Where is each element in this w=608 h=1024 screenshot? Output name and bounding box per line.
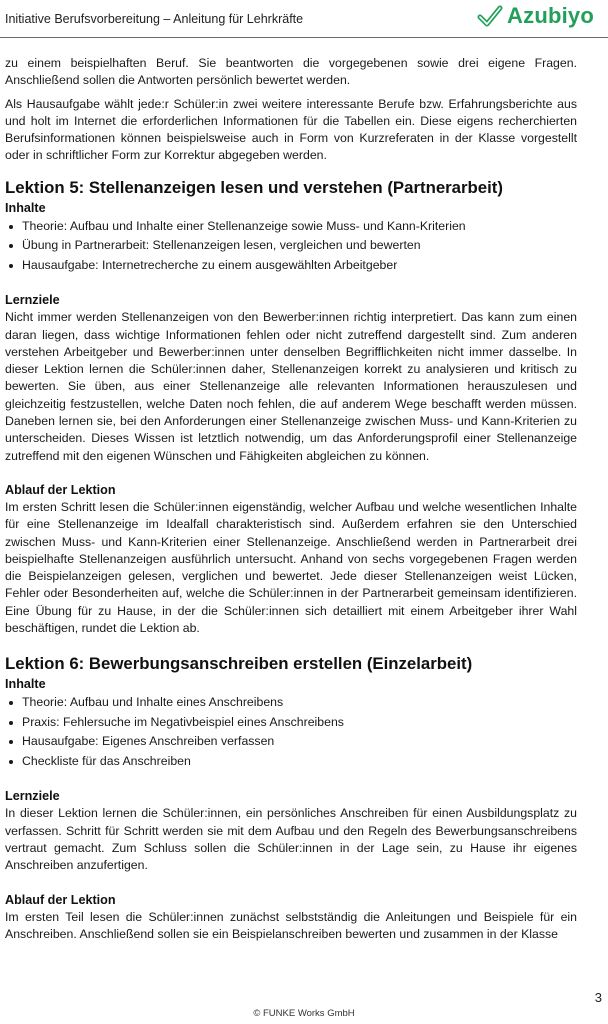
intro-paragraph: zu einem beispielhaften Beruf. Sie beantworten die vorgegebenen sowie drei eigene Fragen. Anschließend sollen die Antworten persönlich bewertet werden. — [5, 56, 577, 88]
lesson-5-contents-heading: Inhalte — [5, 200, 46, 215]
footer-copyright: © FUNKE Works GmbH — [253, 1008, 355, 1019]
lesson-5-goals-text: Nicht immer werden Stellenanzeigen von den Bewerber:innen richtig interpretiert. Das kann zum einen daran liegen, dass wichtige Informationen fehlen oder nicht zutreffend dargestellt sind. Zum anderen verstehen Arbeitgeber und Bewerber:innen unter denselben Begrifflichkeiten nicht immer dasselbe. In dieser Lektion lernen die Schüler:innen daher, Stellenanzeigen korrekt zu analysieren und kritisch zu bewerten. Sie üben, aus einer Stellenanzeige alle relevanten Informationen herauszulesen und gleichzeitig festzustellen, welche Daten noch fehlen, die auf anderem Wege beschafft werden müssen. Daneben lernen sie, bei den Anforderungen einer Stellenanzeige zwischen Muss- und Kann-Kriterien zu unterscheiden. Dieses Wissen ist letztlich notwendig, um das Anforderungsprofil einer Stellenanzeige zutreffend mit den eigenen Wünschen und Fähigkeiten abgleichen zu können. — [5, 310, 577, 463]
lesson-6-flow-heading: Ablauf der Lektion — [5, 892, 116, 907]
list-item: Hausaufgabe: Internetrecherche zu einem ausgewählten Arbeitgeber — [5, 256, 577, 276]
page-number: 3 — [594, 990, 602, 1005]
lesson-6-title: Lektion 6: Bewerbungsanschreiben erstellen (Einzelarbeit) — [5, 654, 473, 674]
lesson-5-section — [5, 177, 577, 638]
lesson-5-flow-heading: Ablauf der Lektion — [5, 482, 116, 497]
lesson-6-flow-text: Im ersten Teil lesen die Schüler:innen zunächst selbstständig die Anleitungen und Beispiele für ein Anschreiben. Anschließend sollen sie ein Beispielanschreiben bewerten und zusammen in der Klasse — [5, 909, 577, 941]
azubiyo-logo — [477, 3, 594, 29]
lesson-5-flow-text: Im ersten Schritt lesen die Schüler:innen eigenständig, welcher Aufbau und welche wesentlichen Inhalte für eine Stellenanzeige im Idealfall charakteristisch sind. Außerdem erfahren sie den Unterschied zwischen Muss- und Kann-Kriterien einer Stellenanzeige. Anschließend werden in Partnerarbeit drei beispielhafte Stellenanzeigen ausführlich untersucht. Anhand von sechs vorgegebenen Fragen werden die Beispielanzeigen gelesen, verglichen und bewertet. Jede dieser Stellenanzeigen weist Lücken, Fehler oder Besonderheiten auf, welche die Schüler:innen in der Partnerarbeit gemeinsam identifizieren. Eine Übung für zu Hause, in der die Schüler:innen sich detailliert mit einem Arbeitgeber ihrer Wahl beschäftigen, rundet die Lektion ab. — [5, 499, 577, 636]
list-item: Hausaufgabe: Eigenes Anschreiben verfassen — [5, 732, 577, 752]
lesson-6-contents-list — [5, 693, 577, 771]
page-header — [0, 0, 608, 38]
header-divider — [0, 37, 608, 38]
document-body — [5, 55, 577, 943]
lesson-6-goals-text: In dieser Lektion lernen die Schüler:innen, ein persönliches Anschreiben für einen Ausbildungsplatz zu verfassen. Schritt für Schritt werden sie mit dem Aufbau und den Regeln des Bewerbungsanschreibens vertraut gemacht. Zum Schluss sollen die Schüler:innen in der Lage sein, zu Hause ihr eigenes Anschreiben anzufertigen. — [5, 806, 577, 873]
lesson-6-goals-heading: Lernziele — [5, 789, 60, 804]
lesson-5-title: Lektion 5: Stellenanzeigen lesen und verstehen (Partnerarbeit) — [5, 177, 503, 197]
lesson-5-contents-list — [5, 217, 577, 276]
logo-text: Azubiyo — [507, 3, 594, 28]
document-title: Initiative Berufsvorbereitung – Anleitung für Lehrkräfte — [5, 12, 304, 26]
list-item: Theorie: Aufbau und Inhalte eines Anschreibens — [5, 693, 577, 713]
lesson-5-goals-heading: Lernziele — [5, 293, 60, 308]
list-item: Checkliste für das Anschreiben — [5, 752, 577, 772]
list-item: Theorie: Aufbau und Inhalte einer Stellenanzeige sowie Muss- und Kann-Kriterien — [5, 217, 577, 237]
list-item: Praxis: Fehlersuche im Negativbeispiel eines Anschreibens — [5, 713, 577, 733]
intro-homework-paragraph: Als Hausaufgabe wählt jede:r Schüler:in zwei weitere interessante Berufe bzw. Erfahrungsberichte aus und holt im Internet die erforderlichen Informationen für die Tabellen ein. Diese eigens recherchierten Berufsinformationen können beispielsweise auch in Form von Kurzreferaten in der Klasse vorgestellt oder in schriftlicher Form zur Korrektur abgegeben werden. — [5, 96, 577, 163]
list-item: Übung in Partnerarbeit: Stellenanzeigen lesen, vergleichen und bewerten — [5, 236, 577, 256]
azubiyo-check-icon — [477, 3, 503, 29]
lesson-6-section — [5, 653, 577, 943]
lesson-6-contents-heading: Inhalte — [5, 677, 46, 692]
